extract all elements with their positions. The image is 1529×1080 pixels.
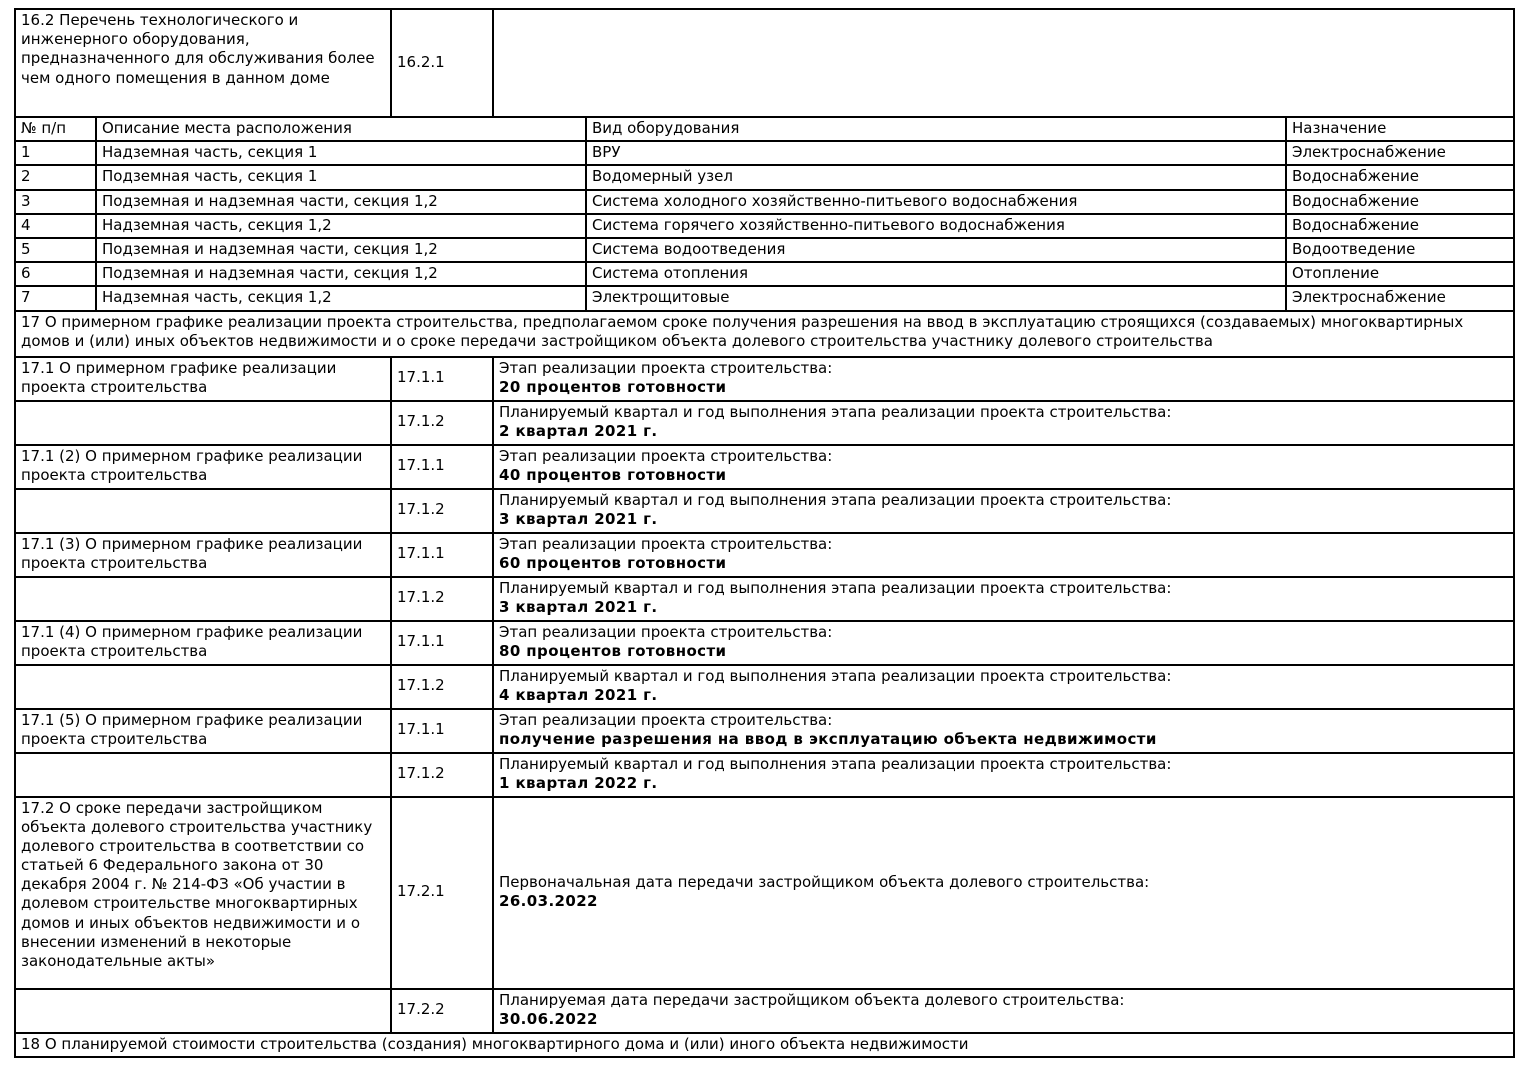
row-label: 17.1 (5) О примерном графике реализации проекта строительства [15, 709, 391, 753]
row-content [493, 753, 1514, 797]
row-value: 40 процентов готовности [499, 466, 727, 484]
row-code: 17.1.2 [391, 753, 493, 797]
row-code: 17.1.2 [391, 401, 493, 445]
row-value: 30.06.2022 [499, 1010, 598, 1028]
equipment-header-row [15, 117, 1514, 141]
cell-location: Надземная часть, секция 1 [96, 141, 586, 165]
row-label: 17.1 О примерном графике реализации проекта строительства [15, 357, 391, 401]
cell-num: 1 [15, 141, 96, 165]
section-17-table [14, 356, 1515, 1034]
table-row [15, 190, 1514, 214]
row-label [15, 489, 391, 533]
row-code: 17.1.1 [391, 709, 493, 753]
section-16-2-value [493, 9, 1514, 117]
equipment-header-num: № п/п [15, 117, 96, 141]
row-label [15, 753, 391, 797]
row-value: получение разрешения на ввод в эксплуатацию объекта недвижимости [499, 730, 1157, 748]
row-caption: Этап реализации проекта строительства: [499, 534, 833, 553]
cell-location: Подземная часть, секция 1 [96, 165, 586, 189]
row-code: 17.2.1 [391, 797, 493, 989]
equipment-table [14, 116, 1515, 312]
table-row [15, 165, 1514, 189]
table-row [15, 489, 1514, 533]
cell-purpose: Электроснабжение [1286, 141, 1514, 165]
row-content [493, 533, 1514, 577]
row-code: 17.1.1 [391, 533, 493, 577]
row-content [493, 989, 1514, 1033]
table-row [15, 401, 1514, 445]
cell-purpose: Водоснабжение [1286, 165, 1514, 189]
section-16-2-table [14, 8, 1515, 118]
row-label: 17.1 (3) О примерном графике реализации проекта строительства [15, 533, 391, 577]
cell-location: Надземная часть, секция 1,2 [96, 214, 586, 238]
table-row [15, 357, 1514, 401]
section-16-2-row [15, 9, 1514, 117]
row-value: 1 квартал 2022 г. [499, 774, 658, 792]
cell-num: 7 [15, 286, 96, 310]
row-caption: Планируемый квартал и год выполнения этапа реализации проекта строительства: [499, 490, 1172, 509]
cell-purpose: Водоотведение [1286, 238, 1514, 262]
cell-type: Система отопления [586, 262, 1286, 286]
cell-num: 5 [15, 238, 96, 262]
equipment-header-type: Вид оборудования [586, 117, 1286, 141]
table-row [15, 262, 1514, 286]
table-row [15, 577, 1514, 621]
row-value: 3 квартал 2021 г. [499, 510, 658, 528]
cell-location: Подземная и надземная части, секция 1,2 [96, 238, 586, 262]
row-label [15, 577, 391, 621]
row-caption: Планируемый квартал и год выполнения этапа реализации проекта строительства: [499, 754, 1172, 773]
row-value: 60 процентов готовности [499, 554, 727, 572]
cell-type: Система холодного хозяйственно-питьевого водоснабжения [586, 190, 1286, 214]
equipment-header-purpose: Назначение [1286, 117, 1514, 141]
cell-purpose: Отопление [1286, 262, 1514, 286]
row-caption: Планируемый квартал и год выполнения этапа реализации проекта строительства: [499, 402, 1172, 421]
row-content [493, 621, 1514, 665]
row-content [493, 709, 1514, 753]
row-label [15, 665, 391, 709]
row-caption: Планируемый квартал и год выполнения этапа реализации проекта строительства: [499, 666, 1172, 685]
row-content [493, 577, 1514, 621]
row-code: 17.1.2 [391, 577, 493, 621]
row-value: 20 процентов готовности [499, 378, 727, 396]
row-value: 26.03.2022 [499, 892, 598, 910]
row-value: 80 процентов готовности [499, 642, 727, 660]
table-row [15, 753, 1514, 797]
table-row [15, 709, 1514, 753]
cell-type: Электрощитовые [586, 286, 1286, 310]
section-18-heading-table [14, 1032, 1515, 1058]
table-row [15, 665, 1514, 709]
row-code: 17.1.2 [391, 665, 493, 709]
section-17-heading-table [14, 310, 1515, 358]
row-caption: Первоначальная дата передачи застройщиком объекта долевого строительства: [499, 872, 1150, 891]
row-label: 17.1 (2) О примерном графике реализации проекта строительства [15, 445, 391, 489]
table-row [15, 533, 1514, 577]
equipment-header-location: Описание места расположения [96, 117, 586, 141]
row-content [493, 357, 1514, 401]
row-caption: Планируемая дата передачи застройщиком объекта долевого строительства: [499, 990, 1125, 1009]
row-label [15, 989, 391, 1033]
cell-type: Система горячего хозяйственно-питьевого водоснабжения [586, 214, 1286, 238]
row-label: 17.1 (4) О примерном графике реализации проекта строительства [15, 621, 391, 665]
row-code: 17.1.1 [391, 621, 493, 665]
cell-purpose: Электроснабжение [1286, 286, 1514, 310]
cell-num: 6 [15, 262, 96, 286]
cell-location: Подземная и надземная части, секция 1,2 [96, 262, 586, 286]
cell-type: Водомерный узел [586, 165, 1286, 189]
table-row [15, 214, 1514, 238]
table-row [15, 445, 1514, 489]
cell-location: Надземная часть, секция 1,2 [96, 286, 586, 310]
section-18-heading: 18 О планируемой стоимости строительства (создания) многоквартирного дома и (или) иного объекта недвижимости [15, 1033, 1514, 1057]
table-row [15, 797, 1514, 989]
table-row [15, 238, 1514, 262]
row-code: 17.2.2 [391, 989, 493, 1033]
cell-num: 2 [15, 165, 96, 189]
row-caption: Этап реализации проекта строительства: [499, 446, 833, 465]
section-18-heading-row [15, 1033, 1514, 1057]
section-16-2-label: 16.2 Перечень технологического и инженерного оборудования, предназначенного для обслуживания более чем одного помещения в данном доме [15, 9, 391, 117]
cell-location: Подземная и надземная части, секция 1,2 [96, 190, 586, 214]
table-row [15, 286, 1514, 310]
row-code: 17.1.1 [391, 357, 493, 401]
cell-purpose: Водоснабжение [1286, 214, 1514, 238]
cell-type: Система водоотведения [586, 238, 1286, 262]
cell-num: 4 [15, 214, 96, 238]
cell-purpose: Водоснабжение [1286, 190, 1514, 214]
row-caption: Этап реализации проекта строительства: [499, 710, 833, 729]
row-code: 17.1.2 [391, 489, 493, 533]
row-caption: Этап реализации проекта строительства: [499, 358, 833, 377]
cell-num: 3 [15, 190, 96, 214]
section-16-2-code: 16.2.1 [391, 9, 493, 117]
row-content [493, 401, 1514, 445]
row-value: 3 квартал 2021 г. [499, 598, 658, 616]
row-label [15, 401, 391, 445]
section-17-heading: 17 О примерном графике реализации проекта строительства, предполагаемом сроке получения разрешения на ввод в эксплуатацию строящихся (создаваемых) многоквартирных домов и (или) иных объектов недвижимости и о сроке передачи застройщиком объекта долевого строительства участнику долевого строительства [15, 311, 1514, 357]
row-caption: Планируемый квартал и год выполнения этапа реализации проекта строительства: [499, 578, 1172, 597]
row-value: 4 квартал 2021 г. [499, 686, 658, 704]
table-row [15, 141, 1514, 165]
row-caption: Этап реализации проекта строительства: [499, 622, 833, 641]
table-row [15, 621, 1514, 665]
cell-type: ВРУ [586, 141, 1286, 165]
row-code: 17.1.1 [391, 445, 493, 489]
row-value: 2 квартал 2021 г. [499, 422, 658, 440]
row-content [493, 445, 1514, 489]
row-content [493, 489, 1514, 533]
table-row [15, 989, 1514, 1033]
row-label: 17.2 О сроке передачи застройщиком объекта долевого строительства участнику долевого строительства в соответствии со статьей 6 Федерального закона от 30 декабря 2004 г. № 214-ФЗ «Об участии в долевом строительстве многоквартирных домов и иных объектов недвижимости и о внесении изменений в некоторые законодательные акты» [15, 797, 391, 989]
row-content [493, 797, 1514, 989]
row-content [493, 665, 1514, 709]
section-17-heading-row [15, 311, 1514, 357]
